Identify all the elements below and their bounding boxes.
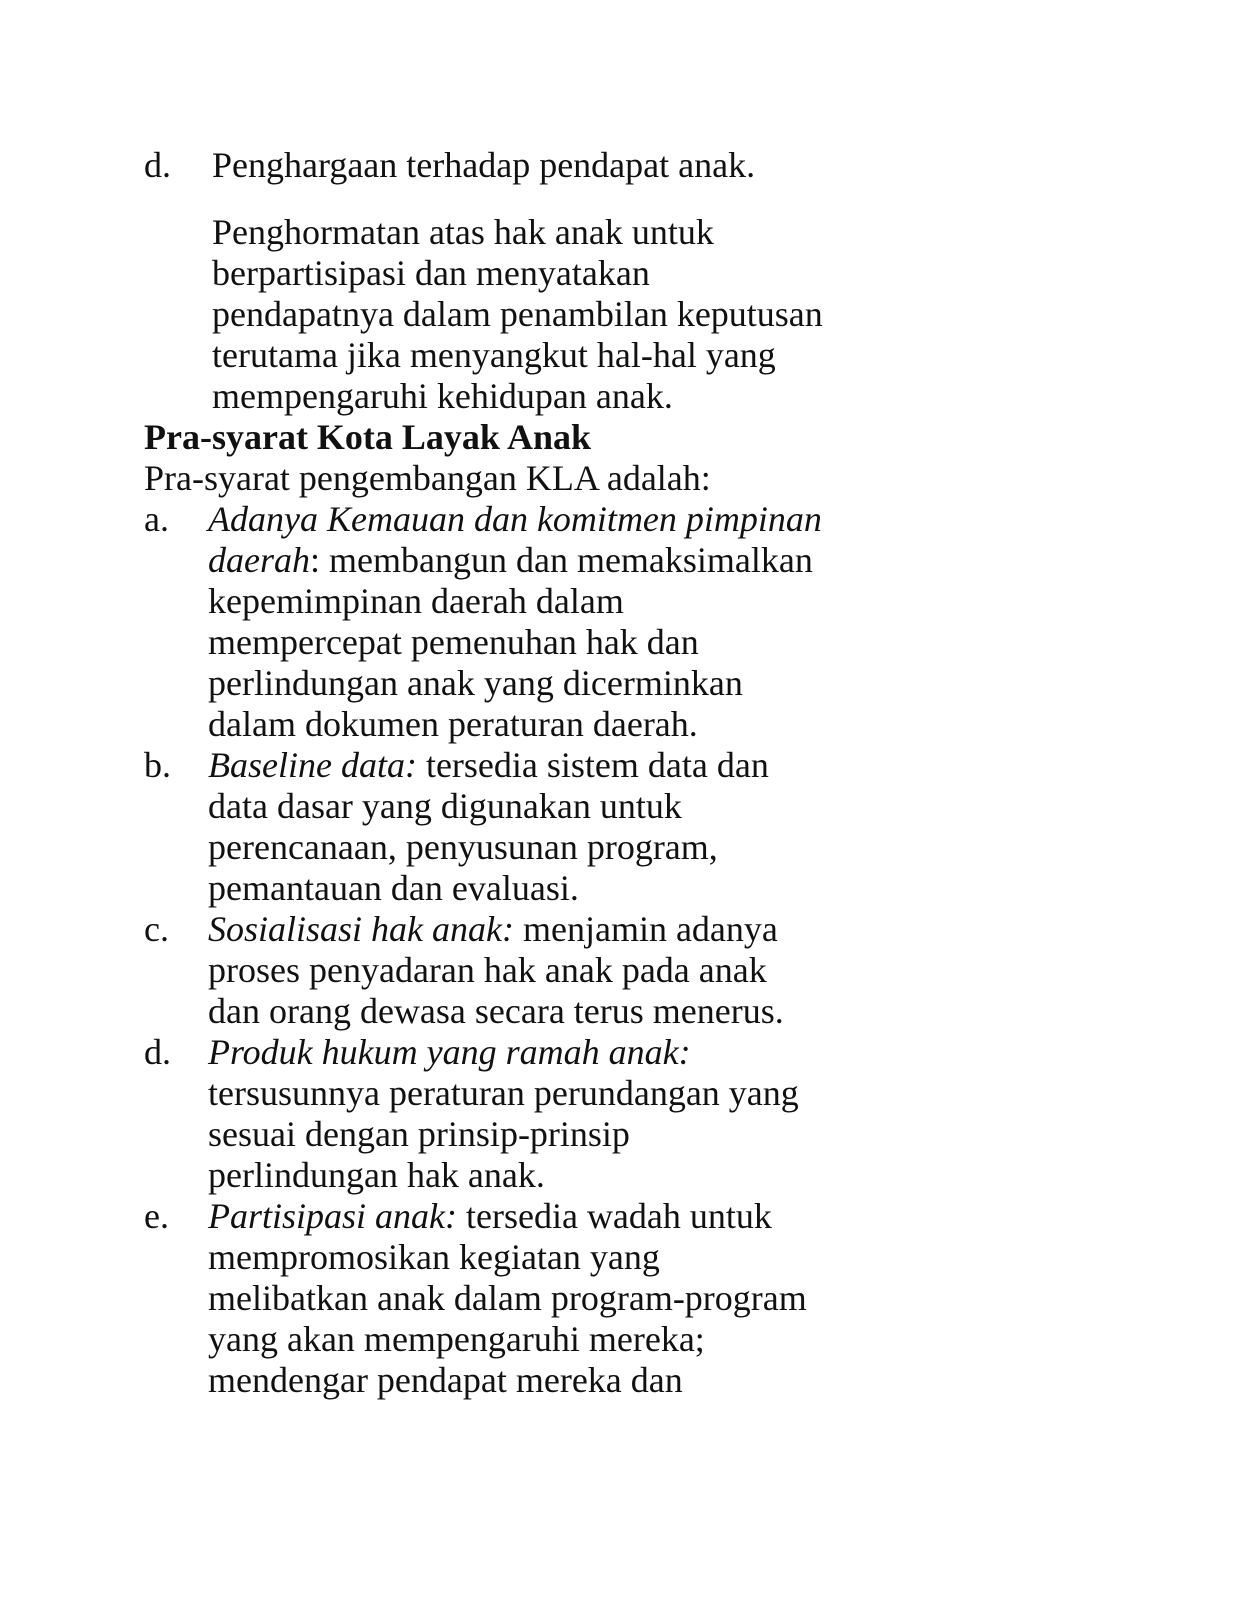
section-heading: Pra-syarat Kota Layak Anak (144, 417, 592, 457)
item-b-line-1 (208, 745, 769, 786)
list-marker-b: b. (144, 745, 171, 785)
item-a-first-rest: : membangun dan memaksimalkan (310, 540, 813, 580)
top-item-body-line-4: terutama jika menyangkut hal-hal yang (212, 335, 776, 375)
item-e-first-rest: tersedia wadah untuk (457, 1196, 772, 1236)
item-e-line-4: yang akan mempengaruhi mereka; (208, 1319, 705, 1359)
item-a-line-5: dalam dokumen peraturan daerah. (208, 704, 698, 744)
item-a-term: Adanya Kemauan dan komitmen pimpinan (208, 499, 822, 539)
item-c-line-1 (208, 909, 778, 950)
item-d-line-3: sesuai dengan prinsip-prinsip (208, 1114, 630, 1154)
list-marker-a: a. (144, 499, 169, 539)
item-b-first-rest: tersedia sistem data dan (416, 745, 769, 785)
top-item-body-line-5: mempengaruhi kehidupan anak. (212, 376, 673, 416)
item-a-line-3: mempercepat pemenuhan hak dan (208, 622, 699, 662)
item-b-line-2: data dasar yang digunakan untuk (208, 786, 682, 826)
top-item-title: Penghargaan terhadap pendapat anak. (212, 145, 756, 185)
item-b-line-3: perencanaan, penyusunan program, (208, 827, 718, 867)
item-e-line-2: mempromosikan kegiatan yang (208, 1237, 660, 1277)
item-e-line-1 (208, 1196, 772, 1237)
item-c-line-3: dan orang dewasa secara terus menerus. (208, 991, 784, 1031)
item-d-line-4: perlindungan hak anak. (208, 1155, 545, 1195)
list-marker-c: c. (144, 909, 169, 949)
list-marker-e: e. (144, 1196, 169, 1236)
item-e-line-3: melibatkan anak dalam program-program (208, 1278, 807, 1318)
item-c-line-2: proses penyadaran hak anak pada anak (208, 950, 767, 990)
item-a-line-4: perlindungan anak yang dicerminkan (208, 663, 743, 703)
section-intro: Pra-syarat pengembangan KLA adalah: (144, 458, 711, 498)
item-c-term: Sosialisasi hak anak: (208, 909, 514, 949)
item-e-line-5: mendengar pendapat mereka dan (208, 1360, 683, 1400)
top-item-body-line-2: berpartisipasi dan menyatakan (212, 253, 650, 293)
item-a-line-2: kepemimpinan daerah dalam (208, 581, 624, 621)
item-d-line-2: tersusunnya peraturan perundangan yang (208, 1073, 799, 1113)
item-a-term-cont: daerah (208, 540, 310, 580)
list-marker-d-top: d. (144, 145, 171, 185)
item-c-first-rest: menjamin adanya (513, 909, 778, 949)
top-item-body-line-1: Penghormatan atas hak anak untuk (212, 212, 714, 252)
item-b-term: Baseline data: (208, 745, 417, 785)
item-e-term: Partisipasi anak: (208, 1196, 457, 1236)
list-marker-d: d. (144, 1032, 171, 1072)
item-b-line-4: pemantauan dan evaluasi. (208, 868, 579, 908)
item-a-line-1 (208, 540, 813, 581)
item-d-term: Produk hukum yang ramah anak: (208, 1032, 691, 1072)
top-item-body-line-3: pendapatnya dalam penambilan keputusan (212, 294, 823, 334)
